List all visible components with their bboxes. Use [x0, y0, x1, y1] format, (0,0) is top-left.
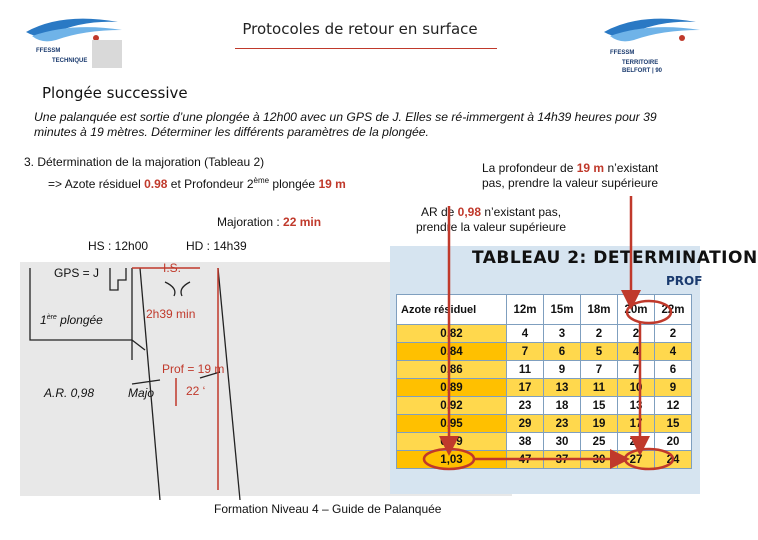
table-header-row — [397, 295, 692, 325]
premiere-sup: ère — [46, 314, 57, 321]
note-prof-3: pas, prendre la valeur supérieure — [482, 176, 659, 190]
majoration-cell: 4 — [507, 325, 544, 343]
majoration-cell: 12 — [655, 397, 692, 415]
ffessm-technique-logo — [22, 10, 132, 72]
majoration-cell: 47 — [507, 451, 544, 469]
intro-text: Une palanquée est sortie d’une plongée à 12h00 avec un GPS de J. Elles se ré-immergent à 14h39 heures pour 39 minutes à 19 mètres. Déterminer les différents paramètres de la plongée. — [34, 110, 657, 139]
majoration-cell: 6 — [655, 361, 692, 379]
note-prof-val: 19 m — [576, 161, 605, 175]
azote-cell: 0,92 — [397, 397, 507, 415]
table-title: TABLEAU 2: DETERMINATION — [472, 248, 758, 268]
table-subtitle: PROF — [666, 274, 703, 288]
step-result-mid2: plongée — [269, 177, 319, 191]
majoration-cell: 2 — [581, 325, 618, 343]
majoration-cell: 23 — [507, 397, 544, 415]
header-depth: 22m — [655, 295, 692, 325]
majoration-cell: 37 — [544, 451, 581, 469]
gps-label: GPS = J — [54, 266, 100, 280]
page-title: Protocoles de retour en surface — [242, 20, 478, 38]
majoration-value: 22 min — [283, 215, 322, 229]
tableau-2 — [390, 246, 758, 494]
note-ar-3: prendre la valeur supérieure — [415, 220, 567, 234]
note-azote — [400, 205, 582, 235]
majoration-cell: 9 — [544, 361, 581, 379]
majoration-cell: 29 — [507, 415, 544, 433]
header-azote: Azote résiduel — [397, 295, 507, 325]
table-row — [397, 433, 692, 451]
hd-label: HD : 14h39 — [186, 239, 247, 253]
majoration-cell: 7 — [507, 343, 544, 361]
majoration-cell: 3 — [544, 325, 581, 343]
azote-cell: 0,82 — [397, 325, 507, 343]
majoration-cell: 9 — [655, 379, 692, 397]
prof-value: 19 m — [318, 177, 346, 191]
majoration-cell: 2 — [655, 325, 692, 343]
azote-value: 0.98 — [144, 177, 168, 191]
majoration-cell: 7 — [581, 361, 618, 379]
majoration-cell: 4 — [655, 343, 692, 361]
ar-label: A.R. 0,98 — [44, 386, 95, 400]
majoration-cell: 4 — [618, 343, 655, 361]
note-ar-1: AR de — [420, 205, 458, 219]
majoration-cell: 38 — [507, 433, 544, 451]
prof-label: Prof = 19 m — [162, 362, 225, 376]
header-depth: 12m — [507, 295, 544, 325]
logo-right-line1: FFESSM — [610, 50, 635, 56]
majoration-cell: 22 — [618, 433, 655, 451]
table-row — [397, 397, 692, 415]
note-prof-1: La profondeur de — [482, 161, 577, 175]
step-result-sup: ème — [253, 176, 270, 185]
majo-label: Majo — [128, 386, 155, 400]
logo-left-line1: FFESSM — [36, 48, 61, 54]
majoration-cell: 5 — [581, 343, 618, 361]
header-depth: 20m — [618, 295, 655, 325]
majoration-cell: 15 — [655, 415, 692, 433]
majoration-label — [217, 215, 321, 229]
majoration-cell: 7 — [618, 361, 655, 379]
header-divider — [235, 48, 497, 49]
majoration-cell: 11 — [507, 361, 544, 379]
hs-label: HS : 12h00 — [88, 239, 149, 253]
majoration-cell: 17 — [507, 379, 544, 397]
is-label: I.S. — [163, 261, 182, 275]
azote-cell: 0,89 — [397, 379, 507, 397]
step-result-prefix: => Azote résiduel — [48, 177, 145, 191]
azote-cell: 0,95 — [397, 415, 507, 433]
table-row — [397, 361, 692, 379]
majoration-cell: 19 — [581, 415, 618, 433]
table-row — [397, 343, 692, 361]
header-depth: 15m — [544, 295, 581, 325]
azote-cell: 1,03 — [397, 451, 507, 469]
footer-text: Formation Niveau 4 – Guide de Palanquée — [214, 502, 442, 516]
table-row — [397, 451, 692, 469]
majoration-cell: 30 — [581, 451, 618, 469]
majoration-cell: 30 — [544, 433, 581, 451]
majoration-cell: 17 — [618, 415, 655, 433]
majoration-cell: 11 — [581, 379, 618, 397]
majoration-text: Majoration : — [217, 215, 284, 229]
majoration-cell: 20 — [655, 433, 692, 451]
note-prof-2: n’existant — [604, 161, 659, 175]
azote-cell: 0,86 — [397, 361, 507, 379]
majoration-cell: 13 — [618, 397, 655, 415]
table-row — [397, 379, 692, 397]
logo-left-line2: TECHNIQUE — [52, 58, 88, 64]
majoration-cell: 23 — [544, 415, 581, 433]
table-row — [397, 325, 692, 343]
step-result — [48, 176, 346, 191]
majoration-cell: 6 — [544, 343, 581, 361]
ffessm-territoire-logo — [600, 10, 710, 72]
step-title: 3. Détermination de la majoration (Tableau 2) — [24, 155, 265, 169]
note-ar-2: n’existant pas, — [481, 205, 562, 219]
majoration-cell: 18 — [544, 397, 581, 415]
azote-cell: 0,99 — [397, 433, 507, 451]
header-depth: 18m — [581, 295, 618, 325]
premiere-post: plongée — [56, 313, 103, 327]
majoration-cell: 2 — [618, 325, 655, 343]
majoration-cell: 13 — [544, 379, 581, 397]
premiere-pre: 1 — [40, 313, 47, 327]
premiere-plongee-label — [40, 313, 103, 327]
majo-value: 22 ‘ — [186, 384, 206, 398]
logo-right-line2: TERRITOIRE — [622, 60, 659, 66]
majoration-table — [396, 294, 692, 469]
majoration-cell: 25 — [581, 433, 618, 451]
table-row — [397, 415, 692, 433]
majoration-cell: 15 — [581, 397, 618, 415]
majoration-cell: 24 — [655, 451, 692, 469]
note-profondeur — [482, 161, 658, 191]
note-ar-val: 0,98 — [457, 205, 481, 219]
majoration-cell: 10 — [618, 379, 655, 397]
azote-cell: 0,84 — [397, 343, 507, 361]
interval-label: 2h39 min — [146, 307, 196, 321]
majoration-cell: 27 — [618, 451, 655, 469]
step-result-mid: et Profondeur 2 — [167, 177, 254, 191]
section-title: Plongée successive — [42, 84, 188, 102]
logo-right-line3: BELFORT | 90 — [622, 68, 663, 74]
